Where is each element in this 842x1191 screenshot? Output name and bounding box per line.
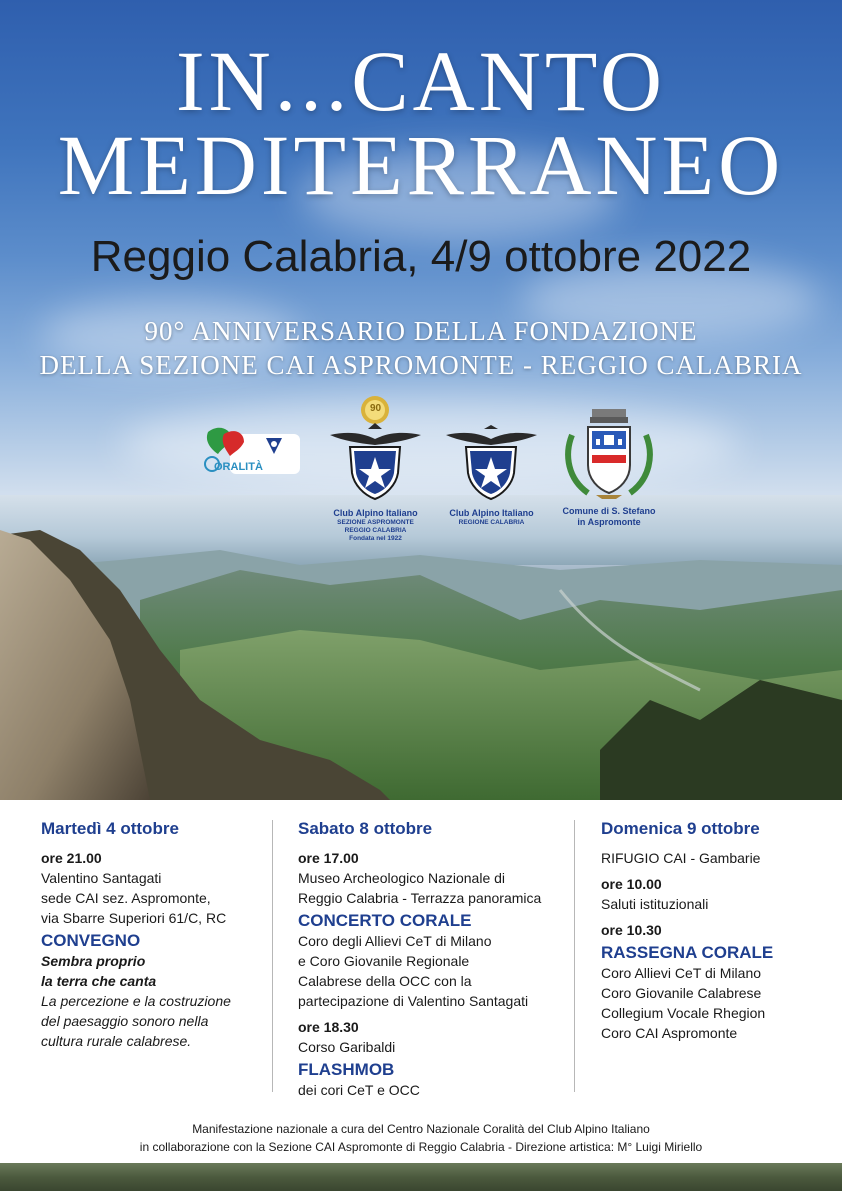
day-heading: Domenica 9 ottobre (601, 819, 760, 838)
day-heading: Martedì 4 ottobre (41, 819, 179, 838)
choir: Collegium Vocale Rhegion (601, 1005, 766, 1021)
talk-description: del paesaggio sonoro nella (41, 1013, 209, 1029)
program-section (0, 800, 842, 1100)
choir: Coro Allievi CeT di Milano (601, 965, 762, 981)
footer-line: in collaborazione con la Sezione CAI Aspromonte di Reggio Calabria - Direzione artistica: M° Luigi Miriello (139, 1140, 703, 1154)
cai-section-badge: 90 (369, 403, 382, 414)
venue: RIFUGIO CAI - Gambarie (601, 850, 761, 866)
event-location-date: Reggio Calabria, 4/9 ottobre 2022 (90, 232, 752, 281)
cai-eagle-icon (444, 425, 539, 503)
column-divider (574, 820, 575, 1092)
event-title-line1: IN...CANTO (176, 33, 666, 129)
time: ore 10.30 (601, 922, 662, 938)
program-column-tuesday (41, 818, 266, 1051)
cai-section-sub1: SEZIONE ASPROMONTE (337, 519, 414, 526)
event-description: partecipazione di Valentino Santagati (298, 993, 529, 1009)
anniversary-line2: DELLA SEZIONE CAI ASPROMONTE - REGGIO CALABRIA (39, 350, 803, 380)
cai-region-name: Club Alpino Italiano (449, 508, 534, 518)
bottom-photo-strip (0, 1163, 842, 1191)
cai-section-sub2: REGGIO CALABRIA (344, 527, 407, 534)
talk-title: Sembra proprio (41, 953, 146, 969)
event-description: dei cori CeT e OCC (298, 1082, 420, 1098)
event-description: Coro degli Allievi CeT di Milano (298, 933, 492, 949)
talk-description: cultura rurale calabrese. (41, 1033, 192, 1049)
event-name: FLASHMOB (298, 1060, 395, 1079)
comune-place: in Aspromonte (577, 517, 641, 527)
footer-credits (0, 1120, 842, 1156)
program-column-sunday (601, 818, 831, 1043)
cai-section-founded: Fondata nel 1922 (349, 535, 402, 542)
event-description: Saluti istituzionali (601, 896, 709, 912)
talk-description: La percezione e la costruzione (41, 993, 231, 1009)
footer-line: Manifestazione nazionale a cura del Centro Nazionale Coralità del Club Alpino Italiano (192, 1122, 650, 1136)
cai-section-name: Club Alpino Italiano (333, 508, 418, 518)
choir: Coro CAI Aspromonte (601, 1025, 738, 1041)
speaker: Valentino Santagati (41, 870, 162, 886)
event-name: RASSEGNA CORALE (601, 943, 774, 962)
event-name: CONVEGNO (41, 931, 141, 950)
address: via Sbarre Superiori 61/C, RC (41, 910, 227, 926)
venue: sede CAI sez. Aspromonte, (41, 890, 211, 906)
choir: Coro Giovanile Calabrese (601, 985, 762, 1001)
event-description: e Coro Giovanile Regionale (298, 953, 470, 969)
time: ore 21.00 (41, 850, 102, 866)
event-name: CONCERTO CORALE (298, 911, 472, 930)
event-description: Calabrese della OCC con la (298, 973, 472, 989)
event-title-line2: MEDITERRANEO (57, 117, 785, 213)
landscape (0, 530, 842, 800)
time: ore 17.00 (298, 850, 359, 866)
cai-section-logo (328, 393, 423, 543)
column-divider (272, 820, 273, 1092)
day-heading: Sabato 8 ottobre (298, 819, 433, 838)
cai-region-logo (444, 425, 539, 527)
time: ore 18.30 (298, 1019, 359, 1035)
venue: Reggio Calabria - Terrazza panoramica (298, 890, 542, 906)
program-column-saturday (298, 818, 568, 1100)
cai-region-sub: REGIONE CALABRIA (458, 519, 525, 526)
talk-title: la terra che canta (41, 973, 157, 989)
comune-logo (556, 405, 662, 528)
coat-of-arms-icon (556, 405, 662, 501)
venue: Museo Archeologico Nazionale di (298, 870, 506, 886)
time: ore 10.00 (601, 876, 662, 892)
comune-name: Comune di S. Stefano (562, 506, 656, 516)
coralita-logo (200, 424, 302, 476)
coralita-label: ORALITÀ (214, 461, 263, 473)
anniversary-line1: 90° ANNIVERSARIO DELLA FONDAZIONE (144, 316, 698, 346)
venue: Corso Garibaldi (298, 1039, 396, 1055)
